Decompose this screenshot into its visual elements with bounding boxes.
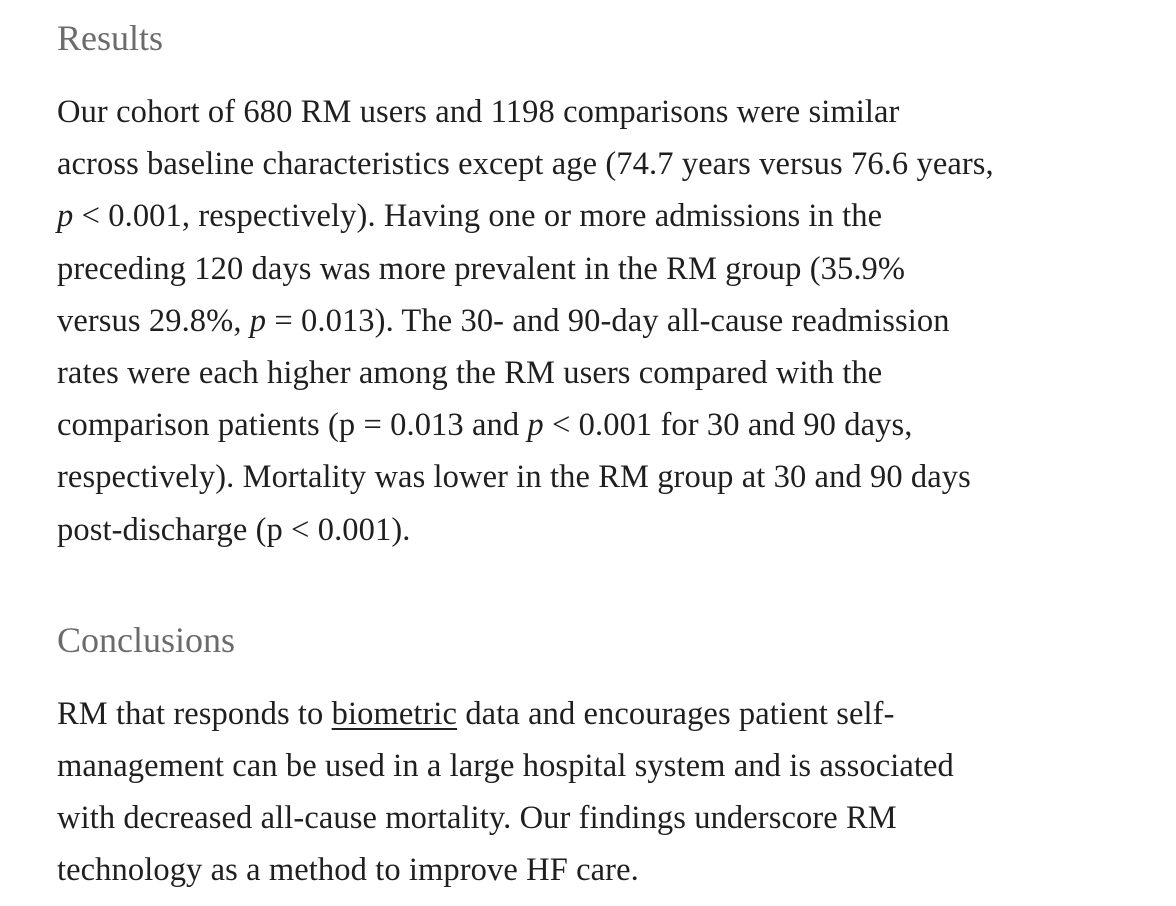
abstract-content xyxy=(57,0,1157,897)
conclusions-line-2: management can be used in a large hospital system and is associated xyxy=(57,748,954,785)
results-heading: Results xyxy=(57,18,164,58)
results-line-4: preceding 120 days was more prevalent in the RM group (35.9% xyxy=(57,250,906,287)
results-line-7-text-b: < 0.001 for 30 and 90 days, xyxy=(543,407,913,444)
results-paragraph xyxy=(57,86,1157,556)
results-line-8: respectively). Mortality was lower in the RM group at 30 and 90 days xyxy=(57,459,971,496)
conclusions-paragraph xyxy=(57,688,1157,897)
results-line-5-text-a: versus 29.8%, xyxy=(57,302,250,339)
conclusions-line-1-text-a: RM that responds to xyxy=(57,695,332,732)
conclusions-heading: Conclusions xyxy=(57,619,236,660)
conclusions-line-1-text-b: data and encourages patient self- xyxy=(457,695,895,732)
results-line-7-text-a: comparison patients (p = 0.013 and xyxy=(57,407,528,444)
p-value-symbol: p xyxy=(527,407,544,444)
results-line-3 xyxy=(57,190,1157,242)
p-value-symbol: p xyxy=(57,198,74,235)
conclusions-line-4: technology as a method to improve HF care. xyxy=(57,852,639,889)
results-line-7 xyxy=(57,399,1157,451)
results-line-9: post-discharge (p < 0.001). xyxy=(57,511,411,548)
results-line-2: across baseline characteristics except age (74.7 years versus 76.6 years, xyxy=(57,146,994,183)
results-line-1: Our cohort of 680 RM users and 1198 comparisons were similar xyxy=(57,94,900,130)
conclusions-line-3: with decreased all-cause mortality. Our findings underscore RM xyxy=(57,800,897,837)
conclusions-line-1 xyxy=(57,688,1157,740)
p-value-symbol: p xyxy=(249,302,267,339)
results-line-6: rates were each higher among the RM users compared with the xyxy=(57,355,883,392)
results-line-5 xyxy=(57,295,1157,347)
results-line-3-text: < 0.001, respectively). Having one or more admissions in the xyxy=(73,198,883,235)
biometric-link[interactable]: biometric xyxy=(331,695,458,732)
results-line-5-text-b: = 0.013). The 30- and 90-day all-cause readmission xyxy=(266,302,950,339)
